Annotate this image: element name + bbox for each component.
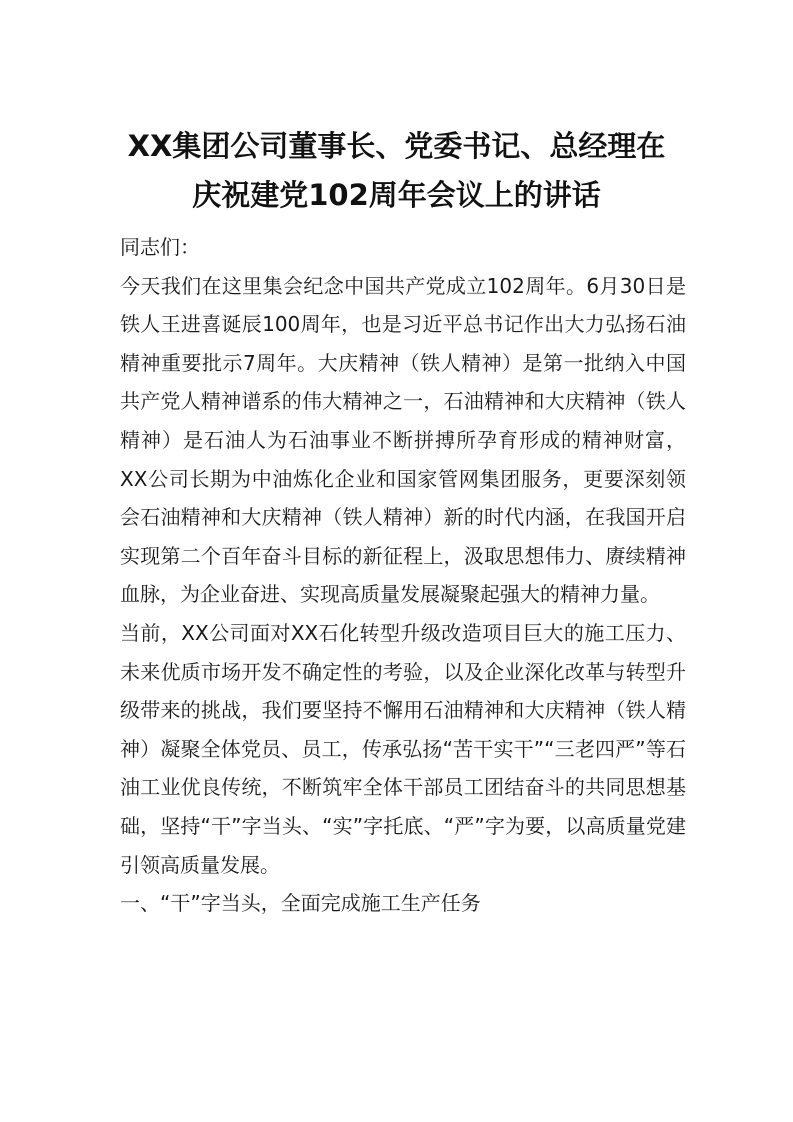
paragraph-1: 今天我们在这里集会纪念中国共产党成立102周年。6月30日是铁人王进喜诞辰100周年，也是习近平总书记作出大力弘扬石油精神重要批示7周年。大庆精神（铁人精神）是第一批纳入中国共产党人精神谱系的伟大精神之一，石油精神和大庆精神（铁人精神）是石油人为石油事业不断拼搏所孕育形成的精神财富，XX公司长期为中油炼化企业和国家管网集团服务，更要深刻领会石油精神和大庆精神（铁人精神）新的时代内涵，在我国开启实现第二个百年奋斗目标的新征程上，汲取思想伟力、赓续精神血脉，为企业奋进、实现高质量发展凝聚起强大的精神力量。 — [120, 273, 686, 607]
document-body — [120, 228, 686, 923]
document-title-line-2: 庆祝建党102周年会议上的讲话 — [192, 178, 601, 212]
document-title-line-1: XX集团公司董事长、党委书记、总经理在 — [127, 129, 666, 163]
paragraph-2: 当前，XX公司面对XX石化转型升级改造项目巨大的施工压力、未来优质市场开发不确定性的考验，以及企业深化改革与转型升级带来的挑战，我们要坚持不懈用石油精神和大庆精神（铁人精神）凝聚全体党员、员工，传承弘扬“苦干实干”“三老四严”等石油工业优良传统，不断筑牢全体干部员工团结奋斗的共同思想基础，坚持“干”字当头、“实”字托底、“严”字为要，以高质量党建引领高质量发展。 — [120, 620, 686, 877]
salutation: 同志们： — [120, 235, 200, 259]
section-heading-1: 一、“干”字当头，全面完成施工生产任务 — [120, 891, 481, 916]
